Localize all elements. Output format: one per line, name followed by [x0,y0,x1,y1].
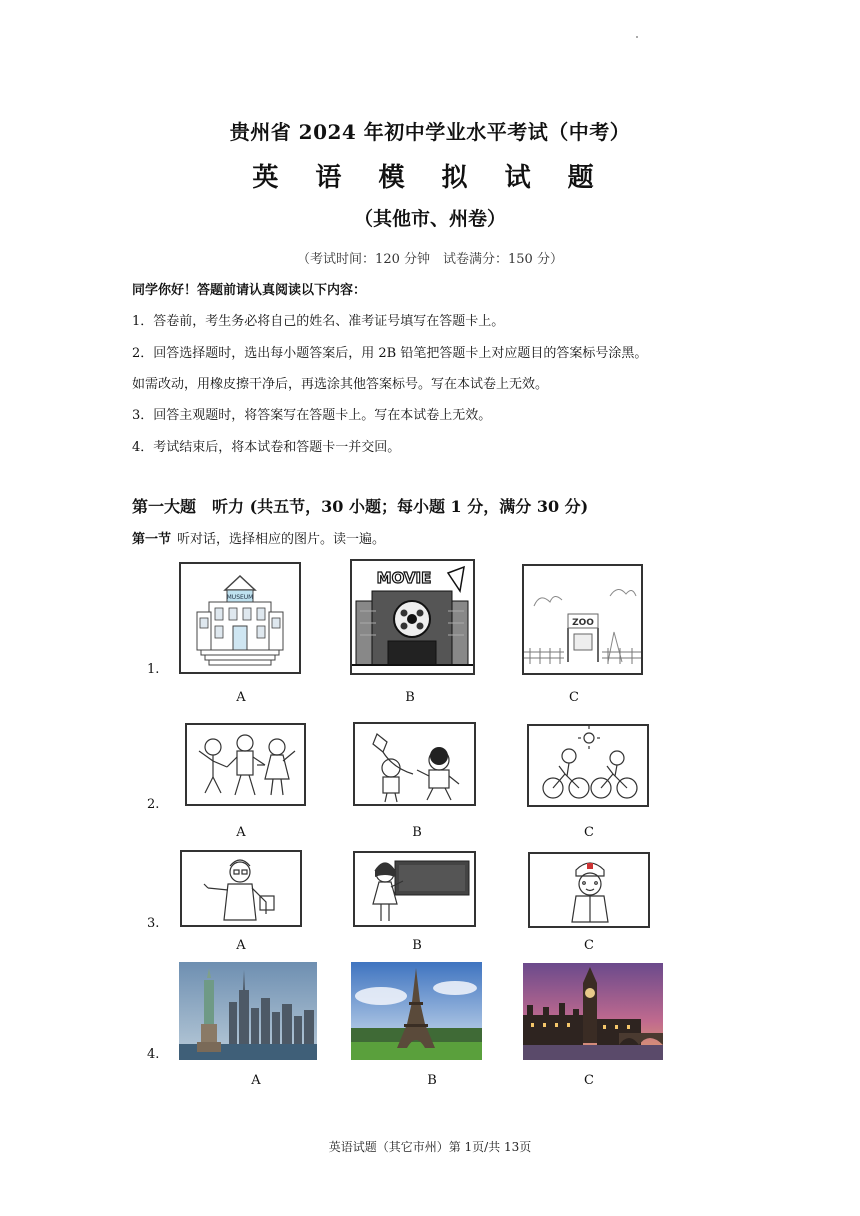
museum-sign-text: MUSEUM [226,594,254,601]
doctor-image [528,852,650,928]
zoo-sign-text: ZOO [572,618,594,628]
instruction-item: 2．回答选择题时，选出每小题答案后，用 2B 铅笔把答题卡上对应题目的答案标号涂黑。 [132,346,648,361]
question-number: 3. [147,916,160,931]
option-label: A [236,938,246,953]
option-label: B [412,825,422,840]
movie-sign-text: MOVIE [376,569,432,587]
option-label: C [584,938,594,953]
movie-theater-image [350,559,475,675]
option-label: B [412,938,422,953]
option-label: C [569,690,579,705]
option-label: A [236,690,246,705]
page-footer: 英语试题（其它市州）第 1页/共 13页 [328,1140,532,1154]
part-heading [132,528,385,547]
zoo-gate-image [522,564,643,675]
option-label: C [584,1073,594,1088]
teacher-at-blackboard-image [353,851,476,927]
subject-title: 英 语 模 拟 试 题 [252,163,608,193]
option-label: B [427,1073,437,1088]
eiffel-tower-paris-image [351,962,482,1060]
section-title: 第一大题 听力 (共五节，30 小题；每小题 1 分，满分 30 分) [132,497,589,516]
exam-meta: （考试时间：120 分钟 试卷满分：150 分） [297,252,563,267]
scan-speck [636,36,638,38]
children-riding-bikes-image [527,724,649,807]
instruction-item: 如需改动，用橡皮擦干净后，再选涂其他答案标号。写在本试卷上无效。 [132,377,549,392]
instruction-item: 3．回答主观题时，将答案写在答题卡上。写在本试卷上无效。 [132,408,492,423]
option-label: A [236,825,246,840]
statue-of-liberty-new-york-image [179,962,317,1060]
museum-building-image [179,562,301,674]
option-label: B [405,690,415,705]
children-flying-kite-image [353,722,476,806]
option-label: C [584,825,594,840]
instructions-greeting: 同学你好！答题前请认真阅读以下内容： [132,283,367,298]
big-ben-london-image [523,963,663,1060]
tour-guide-image [180,850,302,927]
part-label: 第一节 [132,532,172,547]
edition-title: （其他市、州卷） [353,208,506,230]
children-dancing-image [185,723,306,806]
part-instruction: 听对话，选择相应的图片。读一遍。 [177,532,386,547]
exam-title: 贵州省 2024 年初中学业水平考试（中考） [229,120,631,144]
question-number: 1. [147,662,160,677]
option-label: A [251,1073,261,1088]
question-number: 4. [147,1047,160,1062]
instruction-item: 4．考试结束后，将本试卷和答题卡一并交回。 [132,440,401,455]
instruction-item: 1．答卷前，考生务必将自己的姓名、准考证号填写在答题卡上。 [132,314,505,329]
question-number: 2. [147,797,160,812]
